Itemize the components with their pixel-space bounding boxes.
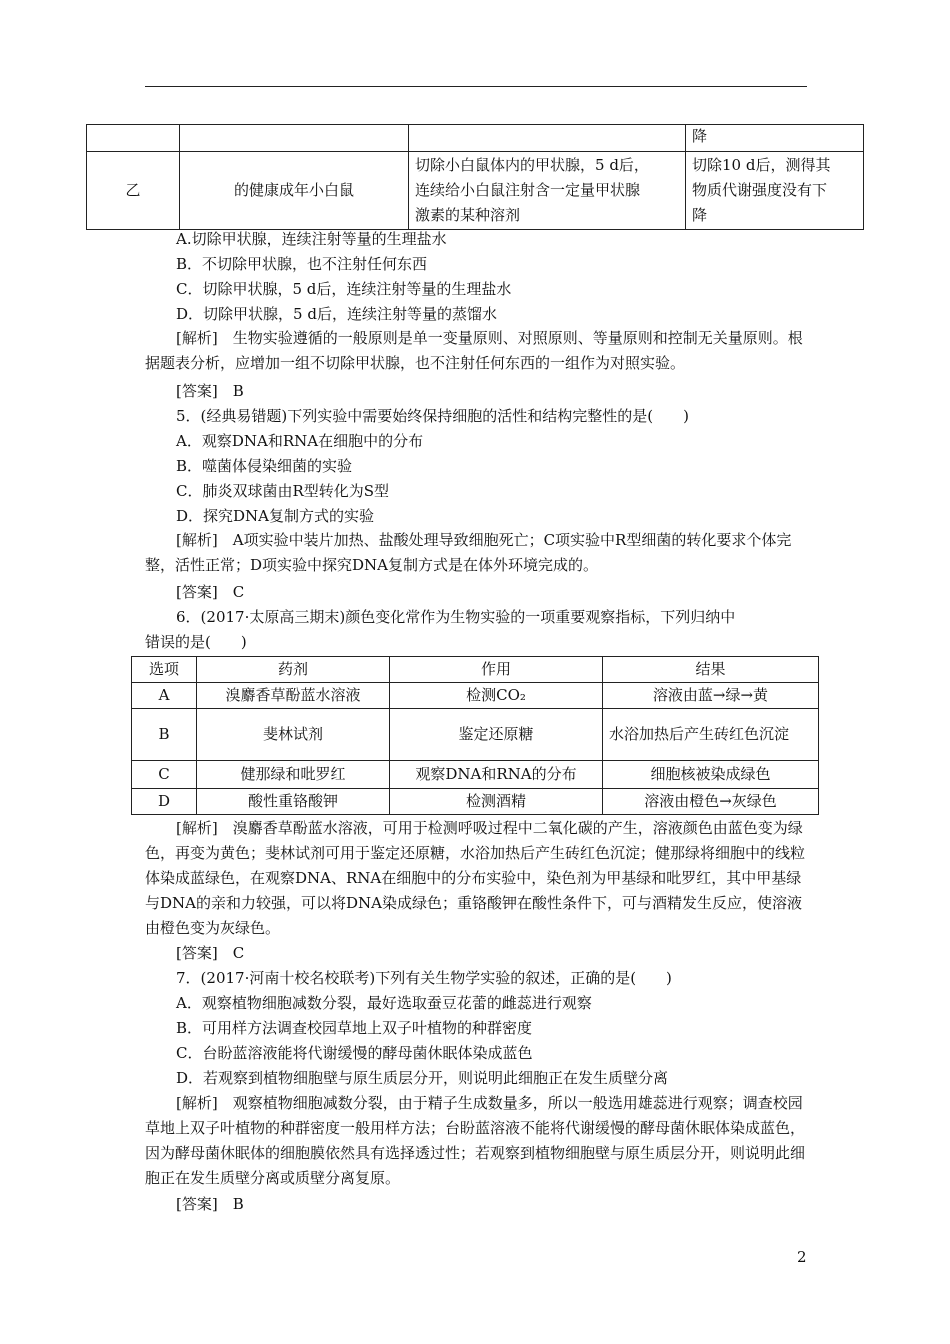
q5-answer: [答案] C bbox=[176, 583, 245, 601]
q5-option-b: B．噬菌体侵染细菌的实验 bbox=[176, 457, 353, 475]
q7-analysis: [解析] 观察植物细胞减数分裂，由于精子生成数量多，所以一般选用雄蕊进行观察；调查校园草地上双子叶植物的种群密度一般用样方法；台盼蓝溶液不能将代谢缓慢的酵母菌休眠体染成蓝色，因为酵母菌休眠体的细胞膜依然具有选择透过性；若观察到植物细胞壁与原生质层分开，则说明此细胞正在发生质壁分离或质壁分离复原。 bbox=[145, 1094, 806, 1187]
q6-table bbox=[131, 656, 819, 815]
q6-header-reagent: 药剂 bbox=[197, 657, 390, 683]
q7-option-b: B．可用样方法调查校园草地上双子叶植物的种群密度 bbox=[176, 1019, 533, 1037]
q7-stem: 7．(2017·河南十校名校联考)下列有关生物学实验的叙述，正确的是( ) bbox=[176, 969, 672, 987]
top-table-result: 切除10 d后，测得其 物质代谢强度没有下 降 bbox=[686, 152, 864, 230]
q5-option-d: D．探究DNA复制方式的实验 bbox=[176, 507, 375, 525]
q4-analysis: [解析] 生物实验遵循的一般原则是单一变量原则、对照原则、等量原则和控制无关量原则。根据题表分析，应增加一组不切除甲状腺，也不注射任何东西的一组作为对照实验。 bbox=[145, 329, 803, 372]
header-rule bbox=[145, 86, 807, 87]
q6-header-option: 选项 bbox=[132, 657, 197, 683]
q7-option-a: A．观察植物细胞减数分裂，最好选取蚕豆花蕾的雌蕊进行观察 bbox=[176, 994, 592, 1012]
q5-option-a: A．观察DNA和RNA在细胞中的分布 bbox=[176, 432, 424, 450]
table-row: A 溴麝香草酚蓝水溶液 检测CO₂ 溶液由蓝→绿→黄 bbox=[132, 683, 819, 709]
table-row: D 酸性重铬酸钾 检测酒精 溶液由橙色→灰绿色 bbox=[132, 789, 819, 815]
q4-option-c: C．切除甲状腺，5 d后，连续注射等量的生理盐水 bbox=[176, 280, 512, 298]
top-table-group-label: 乙 bbox=[87, 152, 180, 230]
top-table-r1c4: 降 bbox=[686, 125, 864, 152]
q6-stem-line2: 错误的是( ) bbox=[145, 633, 247, 651]
q7-option-c: C．台盼蓝溶液能将代谢缓慢的酵母菌休眠体染成蓝色 bbox=[176, 1044, 533, 1062]
q4-option-a: A.切除甲状腺，连续注射等量的生理盐水 bbox=[176, 230, 447, 248]
q6-answer: [答案] C bbox=[176, 944, 245, 962]
page-number: 2 bbox=[797, 1248, 807, 1266]
top-table bbox=[86, 124, 864, 230]
q6-analysis: [解析] 溴麝香草酚蓝水溶液，可用于检测呼吸过程中二氧化碳的产生，溶液颜色由蓝色变为绿色，再变为黄色；斐林试剂可用于鉴定还原糖，水浴加热后产生砖红色沉淀；健那绿将细胞中的线粒体染成蓝绿色，在观察DNA、RNA在细胞中的分布实验中，染色剂为甲基绿和吡罗红，其中甲基绿与DNA的亲和力较强，可以将DNA染成绿色；重铬酸钾在酸性条件下，可与酒精发生反应，使溶液由橙色变为灰绿色。 bbox=[145, 819, 806, 937]
top-table-procedure: 切除小白鼠体内的甲状腺，5 d后， 连续给小白鼠注射含一定量甲状腺 激素的某种溶剂 bbox=[409, 152, 686, 230]
q5-stem: 5．(经典易错题)下列实验中需要始终保持细胞的活性和结构完整性的是( ) bbox=[176, 407, 689, 425]
q4-answer: [答案] B bbox=[176, 382, 244, 400]
q6-stem-line1: 6．(2017·太原高三期末)颜色变化常作为生物实验的一项重要观察指标，下列归纳中 bbox=[176, 608, 736, 626]
table-row: B 斐林试剂 鉴定还原糖 水浴加热后产生砖红色沉淀 bbox=[132, 709, 819, 761]
q5-option-c: C．肺炎双球菌由R型转化为S型 bbox=[176, 482, 390, 500]
q4-option-b: B．不切除甲状腺，也不注射任何东西 bbox=[176, 255, 428, 273]
q6-header-result: 结果 bbox=[603, 657, 819, 683]
q7-answer: [答案] B bbox=[176, 1195, 244, 1213]
q5-analysis: [解析] A项实验中装片加热、盐酸处理导致细胞死亡；C项实验中R型细菌的转化要求个体完整，活性正常；D项实验中探究DNA复制方式是在体外环境完成的。 bbox=[145, 531, 792, 574]
q4-option-d: D．切除甲状腺，5 d后，连续注射等量的蒸馏水 bbox=[176, 305, 497, 323]
top-table-subject: 的健康成年小白鼠 bbox=[180, 152, 409, 230]
table-row: C 健那绿和吡罗红 观察DNA和RNA的分布 细胞核被染成绿色 bbox=[132, 761, 819, 789]
q7-option-d: D．若观察到植物细胞壁与原生质层分开，则说明此细胞正在发生质壁分离 bbox=[176, 1069, 669, 1087]
q6-header-function: 作用 bbox=[390, 657, 603, 683]
